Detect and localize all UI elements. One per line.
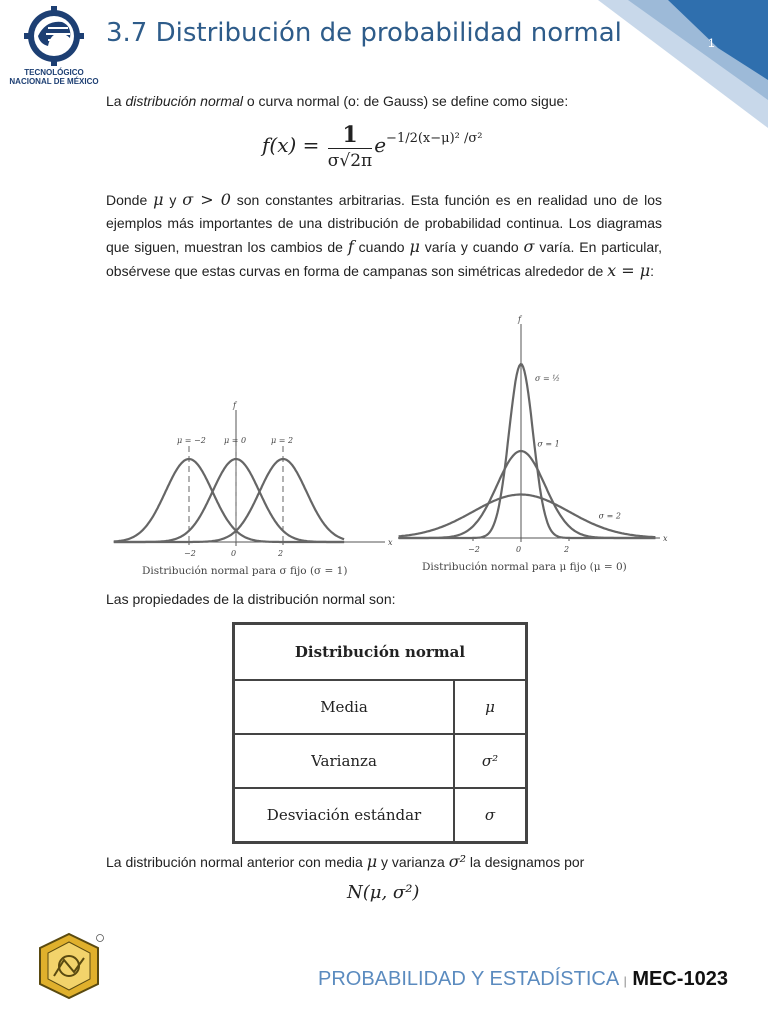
y-axis-label-1: f bbox=[518, 315, 521, 324]
logo-text-line1: TECNOLÓGICO bbox=[24, 68, 84, 77]
table-row bbox=[234, 734, 527, 788]
chart-caption-1: Distribución normal para μ fijo (μ = 0) bbox=[422, 561, 627, 573]
formula-fraction bbox=[328, 122, 372, 171]
body-t2: y bbox=[163, 192, 183, 208]
body-x-eq-mu: x = μ bbox=[607, 261, 651, 280]
body-t3: son constantes arbitrarias. Esta función es en realidad uno de los ejemplos más importantes de una distribución de probabilidad continua. Los diagramas que siguen, muestran los cambios de bbox=[106, 192, 662, 255]
normal-notation bbox=[347, 882, 419, 903]
tecnm-emblem-icon bbox=[24, 6, 84, 68]
closing-mu: μ bbox=[366, 852, 378, 871]
x-tick-label-1-2: 2 bbox=[564, 545, 570, 554]
y-axis-label-0: f bbox=[233, 401, 236, 410]
table-value-varianza: σ² bbox=[454, 734, 527, 788]
series-label-1-1: σ = 1 bbox=[537, 439, 560, 449]
notation-text: N(μ, σ²) bbox=[347, 882, 420, 903]
properties-intro: Las propiedades de la distribución normal son: bbox=[106, 591, 396, 607]
closing-sigma2: σ² bbox=[448, 852, 467, 871]
table-row bbox=[234, 680, 527, 734]
closing-t1: La distribución normal anterior con media bbox=[106, 854, 367, 870]
intro-paragraph bbox=[106, 90, 662, 113]
normal-curves-figure bbox=[0, 310, 768, 580]
institute-seal-icon bbox=[34, 932, 104, 1002]
x-tick-label-0-0: −2 bbox=[184, 549, 196, 558]
footer-course: PROBABILIDAD Y ESTADÍSTICA bbox=[318, 968, 619, 990]
body-t5: varía y cuando bbox=[419, 239, 524, 255]
body-t4: cuando bbox=[353, 239, 410, 255]
body-t6: varía. En particular, obsérvese que estas curvas en forma de campanas son simétricas alrededor de bbox=[106, 239, 662, 279]
footer-code: MEC-1023 bbox=[632, 968, 728, 990]
x-tick-label-0-1: 0 bbox=[231, 549, 237, 558]
body-f: f bbox=[347, 237, 354, 256]
x-axis-label-0: x bbox=[388, 538, 393, 547]
formula-numerator: 1 bbox=[328, 122, 372, 149]
footer-separator: | bbox=[623, 974, 627, 988]
page-number: 1 bbox=[708, 36, 715, 50]
body-mu: μ bbox=[153, 190, 164, 209]
table-key-desviacion: Desviación estándar bbox=[234, 788, 455, 843]
x-tick-label-0-2: 2 bbox=[278, 549, 284, 558]
table-header: Distribución normal bbox=[234, 624, 527, 681]
series-label-0-0: μ = −2 bbox=[177, 436, 206, 446]
x-tick-label-1-0: −2 bbox=[468, 545, 480, 554]
formula-exponent: −1/2(x−μ)² /σ² bbox=[386, 131, 483, 146]
chart-caption-0: Distribución normal para σ fijo (σ = 1) bbox=[142, 565, 348, 577]
logo-text-line2: NACIONAL DE MÉXICO bbox=[9, 77, 99, 86]
tecnm-logo bbox=[8, 6, 100, 86]
table-key-media: Media bbox=[234, 680, 455, 734]
table-row bbox=[234, 788, 527, 843]
intro-post: o curva normal (o: de Gauss) se define como sigue: bbox=[242, 93, 569, 109]
curve-0-2 bbox=[114, 459, 344, 542]
closing-t2: y varianza bbox=[377, 854, 449, 870]
formula-base: e bbox=[374, 133, 387, 157]
table-key-varianza: Varianza bbox=[234, 734, 455, 788]
page-title: 3.7 Distribución de probabilidad normal bbox=[106, 18, 622, 48]
table-value-media: μ bbox=[454, 680, 527, 734]
intro-italic: distribución normal bbox=[125, 93, 243, 109]
properties-table bbox=[232, 622, 528, 844]
table-value-desviacion: σ bbox=[454, 788, 527, 843]
gauss-formula bbox=[262, 122, 483, 171]
closing-paragraph bbox=[106, 850, 662, 874]
formula-denominator: σ√2π bbox=[327, 151, 373, 171]
closing-t3: la designamos por bbox=[466, 854, 585, 870]
body-mu2: μ bbox=[409, 237, 420, 256]
body-sigma-gt0: σ > 0 bbox=[182, 190, 231, 209]
body-t1: Donde bbox=[106, 192, 154, 208]
table-header-row bbox=[234, 624, 527, 681]
intro-pre: La bbox=[106, 93, 126, 109]
x-tick-label-1-1: 0 bbox=[516, 545, 522, 554]
series-label-1-0: σ = ½ bbox=[535, 374, 561, 384]
footer bbox=[318, 968, 728, 991]
x-axis-label-1: x bbox=[663, 534, 668, 543]
body-sigma: σ bbox=[523, 237, 535, 256]
formula-lhs: f(x) = bbox=[262, 133, 320, 157]
body-paragraph bbox=[106, 188, 662, 283]
series-label-0-1: μ = 0 bbox=[224, 436, 247, 446]
body-t7: : bbox=[650, 263, 655, 279]
series-label-1-2: σ = 2 bbox=[598, 511, 621, 521]
series-label-0-2: μ = 2 bbox=[271, 436, 294, 446]
